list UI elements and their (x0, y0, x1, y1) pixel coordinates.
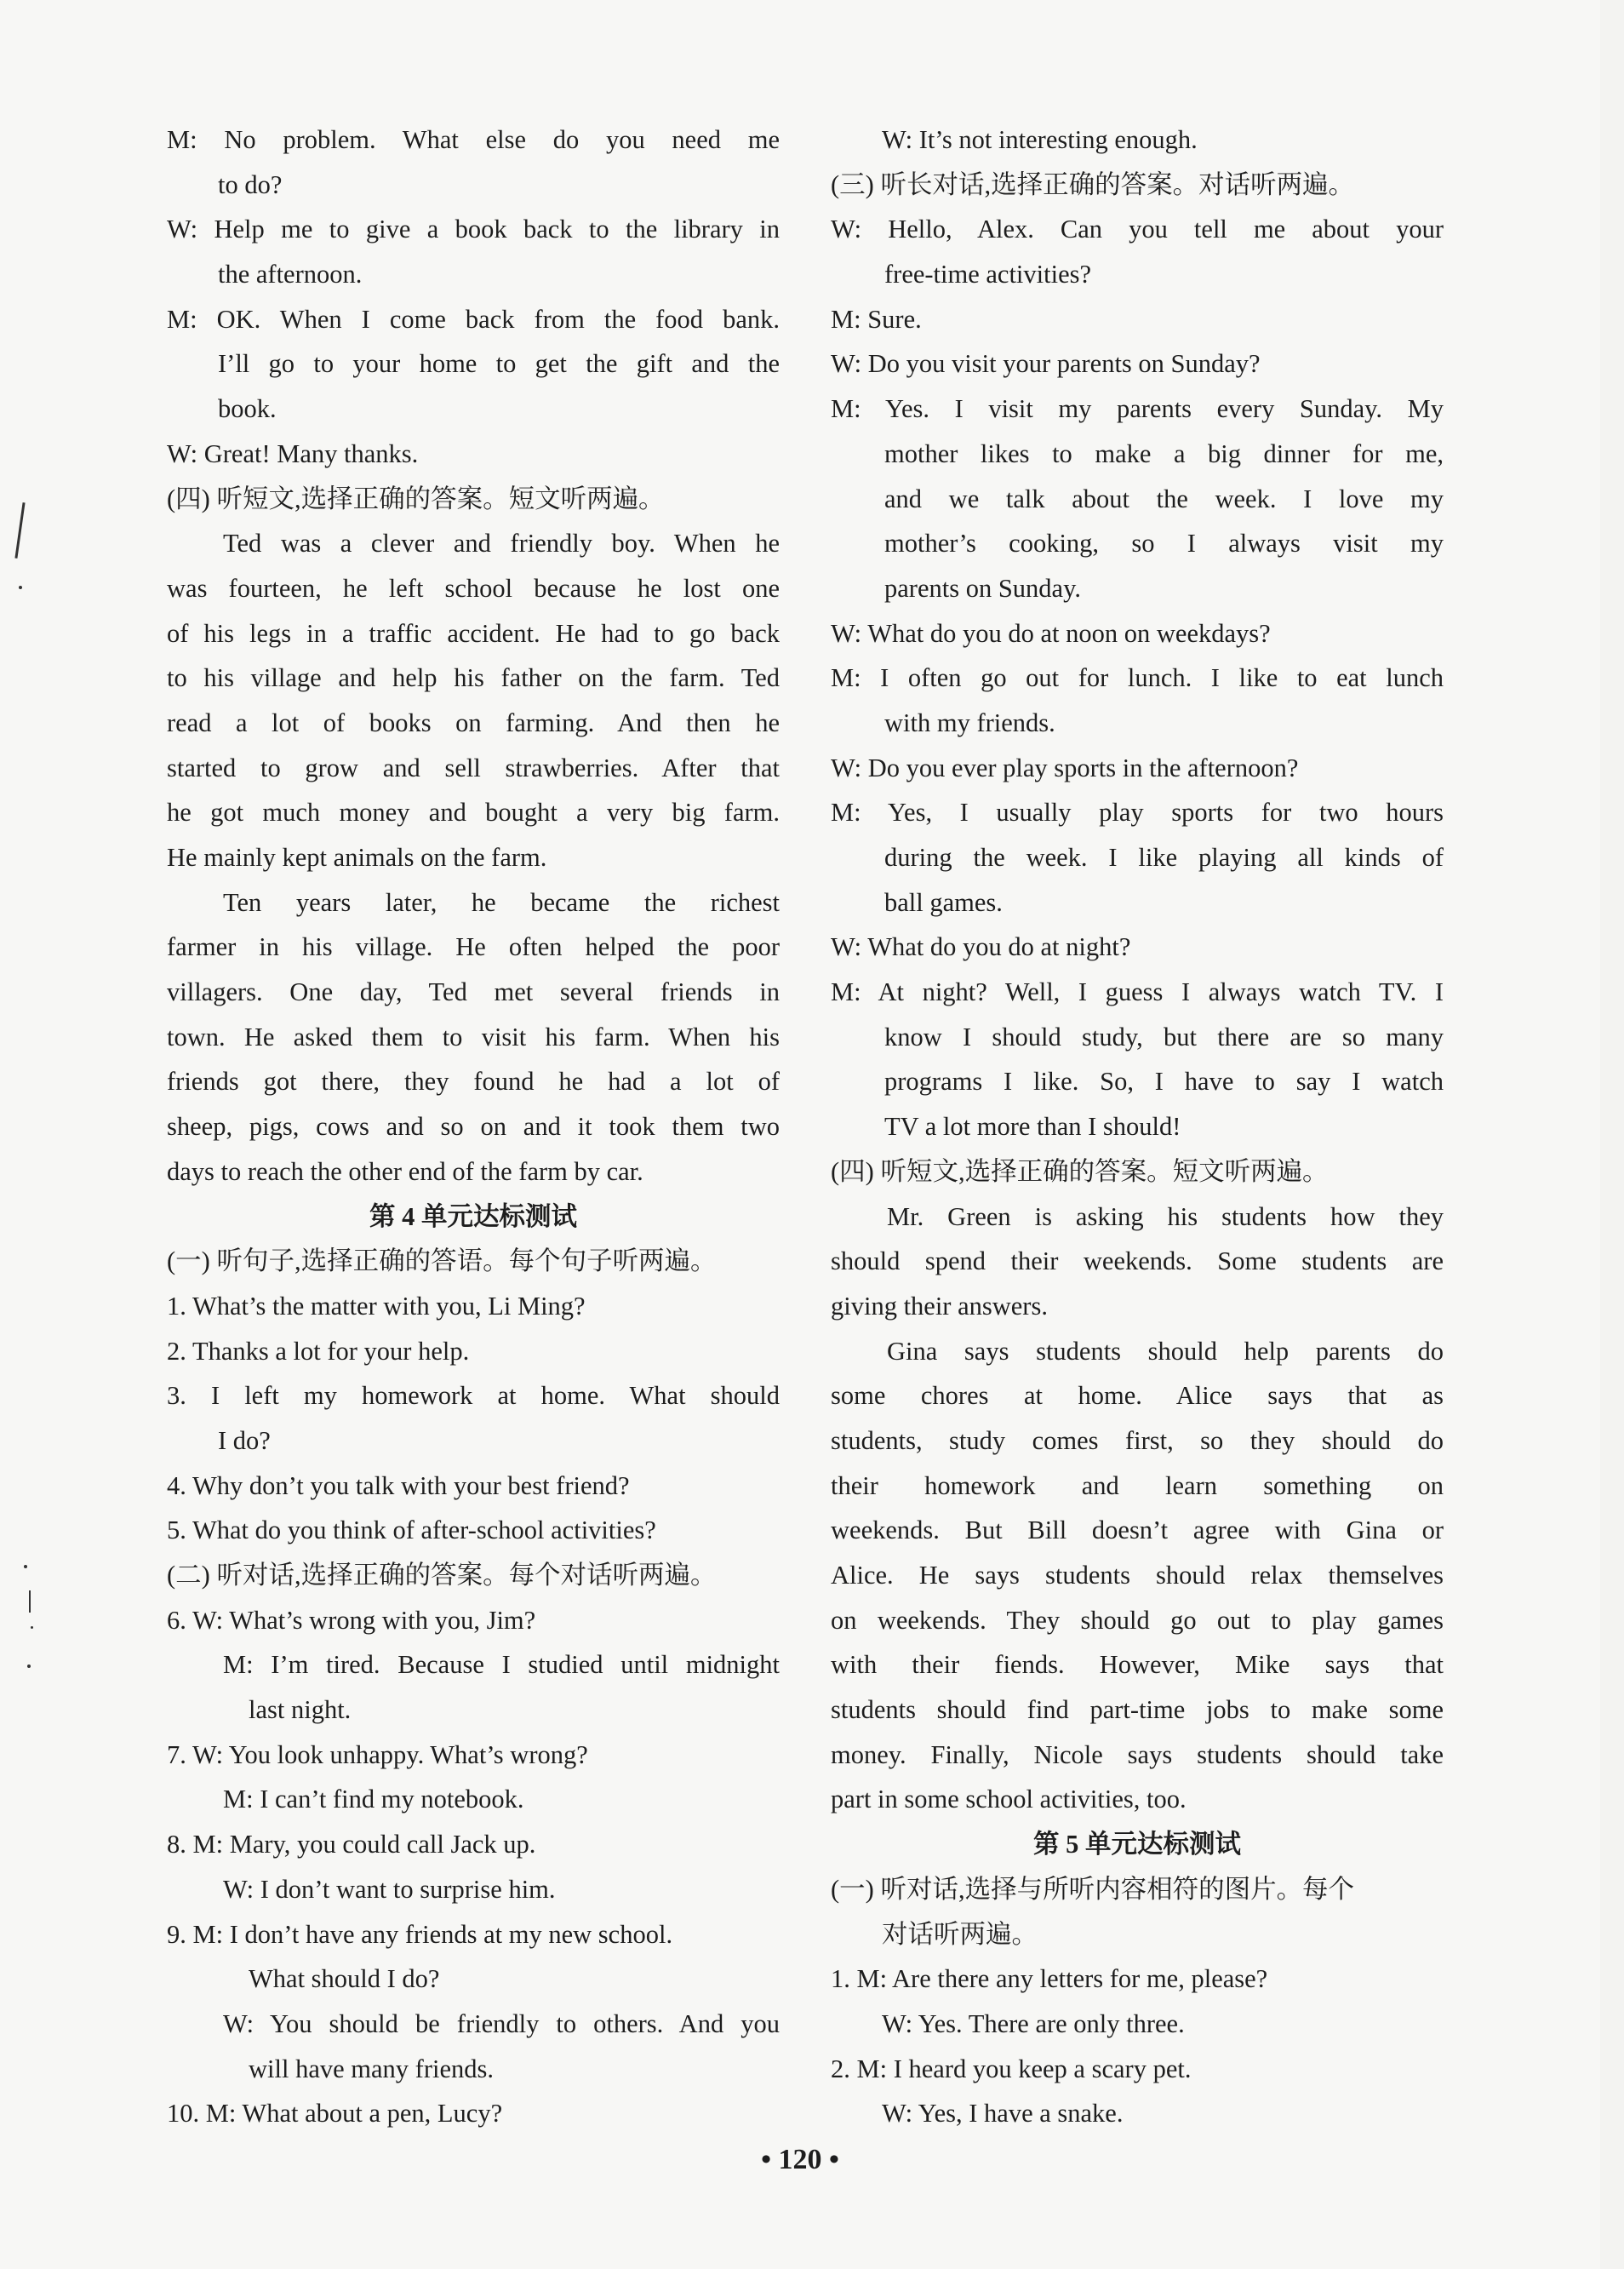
text-line: W: I don’t want to surprise him. (223, 1874, 556, 1904)
text-line: W: Yes. There are only three. (882, 2008, 1185, 2038)
text-line: parents on Sunday. (884, 573, 1081, 603)
text-line: their homework and learn something on (831, 1470, 1444, 1500)
text-line: students, study comes first, so they should do (831, 1425, 1444, 1455)
text-line: read a lot of books on farming. And then he (167, 708, 780, 737)
text-line: sheep, pigs, cows and so on and it took them two (167, 1112, 780, 1142)
question-item: 3. I left my homework at home. What should (167, 1381, 780, 1411)
text-line: mother likes to make a big dinner for me, (884, 438, 1444, 468)
text-line: students should find part-time jobs to make some (831, 1695, 1444, 1725)
text-line: W: It’s not interesting enough. (882, 125, 1198, 154)
text-line: of his legs in a traffic accident. He had to go back (167, 618, 780, 648)
section-heading: (一) 听对话,选择与所听内容相符的图片。每个 (831, 1874, 1355, 1904)
text-line: M: I can’t find my notebook. (223, 1785, 524, 1814)
margin-mark (19, 586, 22, 589)
text-line: money. Finally, Nicole says students should take (831, 1739, 1444, 1769)
section-heading: (四) 听短文,选择正确的答案。短文听两遍。 (831, 1156, 1329, 1186)
text-line: with my friends. (884, 708, 1055, 737)
text-line: W: You should be friendly to others. And you (223, 2008, 780, 2038)
text-line: will have many friends. (249, 2054, 494, 2083)
text-line: Ten years later, he became the richest (223, 887, 780, 917)
text-line: started to grow and sell strawberries. After that (167, 753, 780, 782)
text-line: What should I do? (249, 1964, 440, 1994)
text-line: M: I’m tired. Because I studied until midnight (223, 1650, 780, 1680)
text-line: giving their answers. (831, 1291, 1048, 1321)
text-line: some chores at home. Alice says that as (831, 1381, 1444, 1411)
question-item: 1. What’s the matter with you, Li Ming? (167, 1291, 586, 1321)
text-line: W: Do you visit your parents on Sunday? (831, 349, 1261, 379)
question-item: 7. W: You look unhappy. What’s wrong? (167, 1739, 588, 1769)
question-item: 2. M: I heard you keep a scary pet. (831, 2054, 1192, 2083)
text-line: last night. (249, 1695, 352, 1725)
question-item: 4. Why don’t you talk with your best friend? (167, 1470, 630, 1500)
unit-title: 第 5 单元达标测试 (1033, 1830, 1241, 1859)
text-line: farmer in his village. He often helped the poor (167, 932, 780, 962)
left-column (167, 117, 780, 2136)
text-line: days to reach the other end of the farm by car. (167, 1156, 643, 1186)
text-line: mother’s cooking, so I always visit my (884, 529, 1444, 559)
text-line: villagers. One day, Ted met several friends in (167, 977, 780, 1007)
text-line: book. (218, 394, 277, 424)
question-item: 5. What do you think of after-school activities? (167, 1516, 656, 1545)
margin-mark (24, 1565, 27, 1568)
text-line: W: What do you do at noon on weekdays? (831, 618, 1271, 648)
text-line: M: Yes. I visit my parents every Sunday. My (831, 394, 1444, 424)
text-line: the afternoon. (218, 260, 363, 289)
question-item: 10. M: What about a pen, Lucy? (167, 2099, 503, 2129)
text-line: W: Help me to give a book back to the library in (167, 215, 780, 244)
text-line: Ted was a clever and friendly boy. When he (223, 529, 780, 559)
text-line: M: At night? Well, I guess I always watch TV. I (831, 977, 1444, 1007)
right-column (831, 117, 1444, 2136)
text-line: M: I often go out for lunch. I like to eat lunch (831, 663, 1444, 693)
text-line: with their fiends. However, Mike says that (831, 1650, 1444, 1680)
text-line: M: No problem. What else do you need me (167, 125, 780, 154)
text-line: W: What do you do at night? (831, 932, 1131, 962)
question-item: 8. M: Mary, you could call Jack up. (167, 1830, 536, 1859)
text-line: friends got there, they found he had a lot of (167, 1067, 780, 1097)
unit-title: 第 4 单元达标测试 (369, 1201, 577, 1231)
margin-mark (29, 1590, 31, 1613)
text-line: W: Yes, I have a snake. (882, 2099, 1124, 2129)
text-line: programs I like. So, I have to say I watch (884, 1067, 1444, 1097)
page-number: • 120 • (761, 2144, 839, 2175)
question-item: 9. M: I don’t have any friends at my new school. (167, 1919, 673, 1949)
text-line: M: OK. When I come back from the food bank. (167, 304, 780, 334)
question-item: 6. W: What’s wrong with you, Jim? (167, 1605, 536, 1635)
text-line: TV a lot more than I should! (884, 1112, 1181, 1142)
margin-mark (14, 502, 25, 559)
text-line: Mr. Green is asking his students how they (887, 1201, 1444, 1231)
text-line: he got much money and bought a very big farm. (167, 798, 780, 828)
text-line: W: Hello, Alex. Can you tell me about your (831, 215, 1444, 244)
section-heading: (四) 听短文,选择正确的答案。短文听两遍。 (167, 484, 665, 513)
text-line: 对话听两遍。 (882, 1919, 1038, 1949)
text-line: town. He asked them to visit his farm. When his (167, 1022, 780, 1051)
question-item: 1. M: Are there any letters for me, please? (831, 1964, 1268, 1994)
text-line: I’ll go to your home to get the gift and the (218, 349, 780, 379)
section-heading: (三) 听长对话,选择正确的答案。对话听两遍。 (831, 169, 1355, 199)
text-line: M: Sure. (831, 304, 922, 334)
text-line: M: Yes, I usually play sports for two hours (831, 798, 1444, 828)
text-line: He mainly kept animals on the farm. (167, 843, 547, 872)
text-line: free-time activities? (884, 260, 1092, 289)
text-line: on weekends. They should go out to play games (831, 1605, 1444, 1635)
text-line: I do? (218, 1425, 271, 1455)
question-item: 2. Thanks a lot for your help. (167, 1336, 470, 1366)
text-line: W: Great! Many thanks. (167, 438, 419, 468)
margin-mark (27, 1665, 31, 1668)
text-line: during the week. I like playing all kinds of (884, 843, 1444, 872)
text-line: Alice. He says students should relax themselves (831, 1561, 1444, 1590)
text-line: W: Do you ever play sports in the afternoon? (831, 753, 1299, 782)
text-line: part in some school activities, too. (831, 1785, 1187, 1814)
text-line: Gina says students should help parents do (887, 1336, 1444, 1366)
text-line: to his village and help his father on the farm. Ted (167, 663, 780, 693)
text-line: weekends. But Bill doesn’t agree with Gina or (831, 1516, 1444, 1545)
text-line: was fourteen, he left school because he lost one (167, 573, 780, 603)
text-line: and we talk about the week. I love my (884, 484, 1444, 513)
section-heading: (一) 听句子,选择正确的答语。每个句子听两遍。 (167, 1246, 717, 1276)
text-line: should spend their weekends. Some students are (831, 1246, 1444, 1276)
text-line: know I should study, but there are so many (884, 1022, 1444, 1051)
section-heading: (二) 听对话,选择正确的答案。每个对话听两遍。 (167, 1561, 717, 1590)
text-line: ball games. (884, 887, 1003, 917)
text-line: to do? (218, 169, 283, 199)
margin-mark (31, 1626, 33, 1629)
